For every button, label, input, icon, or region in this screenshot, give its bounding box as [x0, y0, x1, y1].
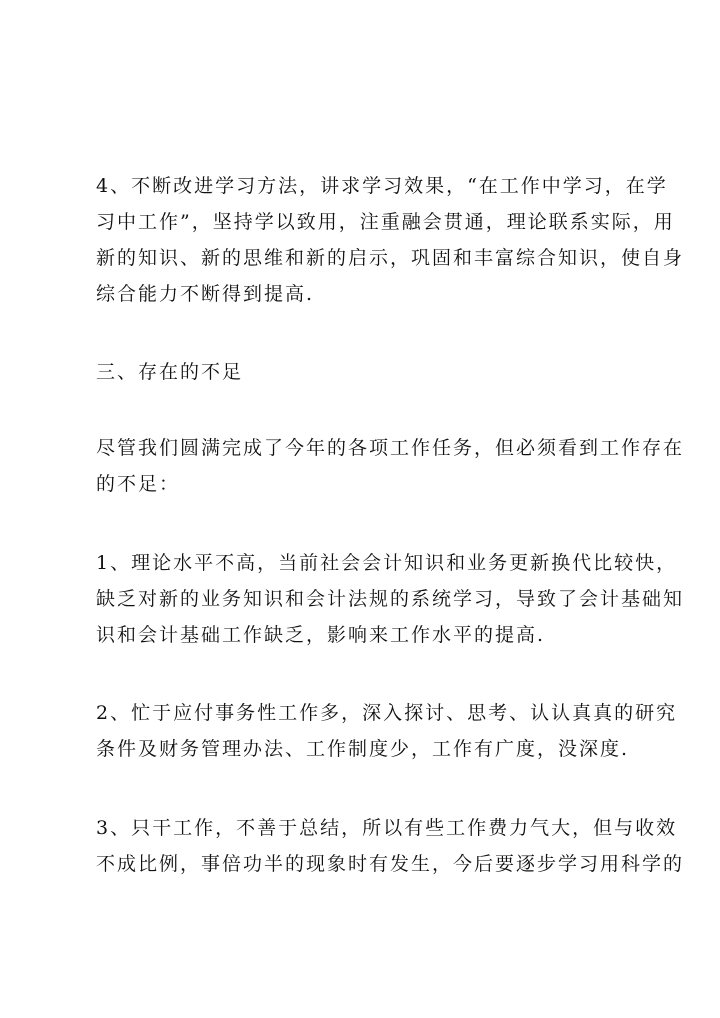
- paragraph-item-3: [96, 810, 685, 882]
- heading-text: 三、存在的不足: [96, 361, 244, 383]
- text-line: 4、不断改进学习方法，讲求学习效果，“在工作中学习，在学: [96, 175, 668, 197]
- text-line: 3、只干工作，不善于总结，所以有些工作费力气大，但与收效: [96, 817, 678, 839]
- section-heading: [96, 354, 656, 390]
- paragraph-item-1: [96, 545, 685, 653]
- text-line: 习中工作”，坚持学以致用，注重融会贯通，理论联系实际，用: [96, 211, 675, 233]
- text-line: 1、理论水平不高，当前社会会计知识和业务更新换代比较快，: [96, 552, 678, 574]
- paragraph-intro: [96, 430, 685, 502]
- text-line: 缺乏对新的业务知识和会计法规的系统学习，导致了会计基础知: [96, 588, 685, 610]
- text-line: 识和会计基础工作缺乏，影响来工作水平的提高.: [96, 624, 546, 646]
- text-line: 综合能力不断得到提高.: [96, 283, 315, 305]
- text-line: 尽管我们圆满完成了今年的各项工作任务，但必须看到工作存在: [96, 437, 685, 459]
- text-line: 2、忙于应付事务性工作多，深入探讨、思考、认认真真的研究: [96, 702, 678, 724]
- text-line: 新的知识、新的思维和新的启示，巩固和丰富综合知识，使自身: [96, 247, 685, 269]
- text-line: 不成比例，事倍功半的现象时有发生，今后要逐步学习用科学的: [96, 853, 685, 875]
- text-line: 条件及财务管理办法、工作制度少，工作有广度，没深度.: [96, 738, 630, 760]
- paragraph-item-2: [96, 695, 678, 767]
- paragraph-item-4: [96, 168, 685, 312]
- text-line: 的不足：: [96, 473, 181, 495]
